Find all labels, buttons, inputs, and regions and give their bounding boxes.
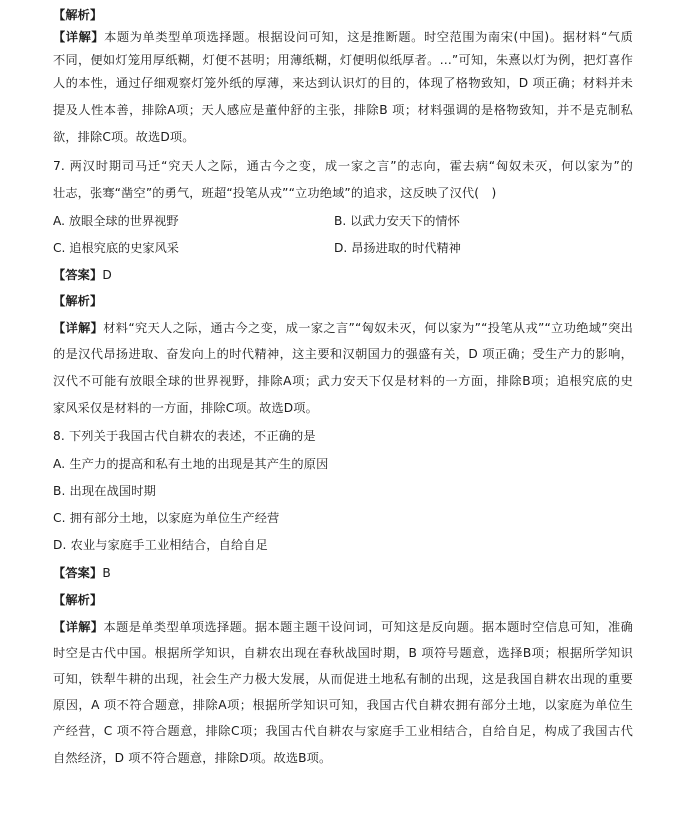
q7-option-a: A. 放眼全球的世界视野 <box>53 214 179 228</box>
q6-explain-line-4: 提及人性本善，排除A项；天人感应是董仲舒的主张，排除B 项；材料强调的是格物致知，并不是克制私 <box>53 103 633 117</box>
q8-explain-line-1: 【详解】本题是单类型单项选择题。据本题主题干设问词，可知这是反向题。据本题时空信息可知，准确 <box>53 620 633 634</box>
q8-option-a: A. 生产力的提高和私有土地的出现是其产生的原因 <box>53 457 329 471</box>
q7-option-c: C. 追根究底的史家风采 <box>53 241 179 255</box>
q7-stem-line-1: 7. 两汉时期司马迁“究天人之际，通古今之变，成一家之言”的志向，霍去病“匈奴未灭，何以家为”的 <box>53 159 633 173</box>
q7-detail-tag: 【详解】 <box>53 321 104 335</box>
q8-option-b: B. 出现在战国时期 <box>53 484 156 498</box>
q7-explain-line-3: 汉代不可能有放眼全球的世界视野，排除A项；武力安天下仅是材料的一方面，排除B项；追根究底的史 <box>53 374 633 388</box>
q6-explain-line-5: 欲，排除C项。故选D项。 <box>53 130 195 144</box>
q8-explain-line-5: 产经营，C 项不符合题意，排除C项；我国古代自耕农与家庭手工业相结合，自给自足，构成了我国古代 <box>53 724 633 738</box>
q8-explain-line-3: 可知，铁犁牛耕的出现，社会生产力极大发展，从而促进土地私有制的出现，这是我国自耕农出现的重要 <box>53 672 633 686</box>
q7-option-b: B. 以武力安天下的情怀 <box>334 214 460 228</box>
q6-explain-line-2: 不同，便如灯笼用厚纸糊，灯便不甚明；用薄纸糊，灯便明似纸厚者。…”可知，朱熹以灯为例，把灯喜作 <box>53 53 633 67</box>
q8-detail-tag: 【详解】 <box>53 620 104 634</box>
q6-explain-line-3: 人的本性，通过仔细观察灯笼外纸的厚薄，来达到认识灯的目的，体现了格物致知，D 项正确；材料并未 <box>53 76 633 90</box>
q8-answer: 【答案】B <box>53 566 111 580</box>
q7-explain-line-4: 家风采仅是材料的一方面，排除C项。故选D项。 <box>53 401 318 415</box>
q7-explain-line-2: 的是汉代昂扬进取、奋发向上的时代精神，这主要和汉朝国力的强盛有关，D 项正确；受生产力的影响， <box>53 347 633 361</box>
q8-option-c: C. 拥有部分土地，以家庭为单位生产经营 <box>53 511 280 525</box>
q8-explain-line-4: 原因，A 项不符合题意，排除A项；根据所学知识可知，我国古代自耕农拥有部分土地，以家庭为单位生 <box>53 698 633 712</box>
q6-explain-heading: 【解析】 <box>53 8 103 22</box>
q8-stem: 8. 下列关于我国古代自耕农的表述，不正确的是 <box>53 429 316 443</box>
q7-explain-heading: 【解析】 <box>53 294 103 308</box>
q7-option-d: D. 昂扬进取的时代精神 <box>334 241 461 255</box>
q8-explain-line-2: 时空是古代中国。根据所学知识，自耕农出现在春秋战国时期，B 项符号题意，选择B项；根据所学知识 <box>53 646 633 660</box>
q6-detail-tag: 【详解】 <box>53 30 105 44</box>
q7-answer-value: D <box>102 268 112 282</box>
q8-explain-line-6: 自然经济，D 项不符合题意，排除D项。故选B项。 <box>53 751 332 765</box>
q8-explain-heading: 【解析】 <box>53 593 103 607</box>
q7-explain-line-1: 【详解】材料“究天人之际，通古今之变，成一家之言”“匈奴未灭，何以家为”“投笔从戎”“立功绝域”突出 <box>53 321 633 335</box>
q6-explain-line-1: 【详解】本题为单类型单项选择题。根据设问可知，这是推断题。时空范围为南宋(中国)。据材料“气质 <box>53 30 633 44</box>
q8-option-d: D. 农业与家庭手工业相结合，自给自足 <box>53 538 268 552</box>
q8-answer-value: B <box>102 566 111 580</box>
q7-answer: 【答案】D <box>53 268 112 282</box>
q7-stem-line-2: 壮志，张骞“凿空”的勇气，班超“投笔从戎”“立功绝域”的追求，这反映了汉代( ) <box>53 186 497 200</box>
